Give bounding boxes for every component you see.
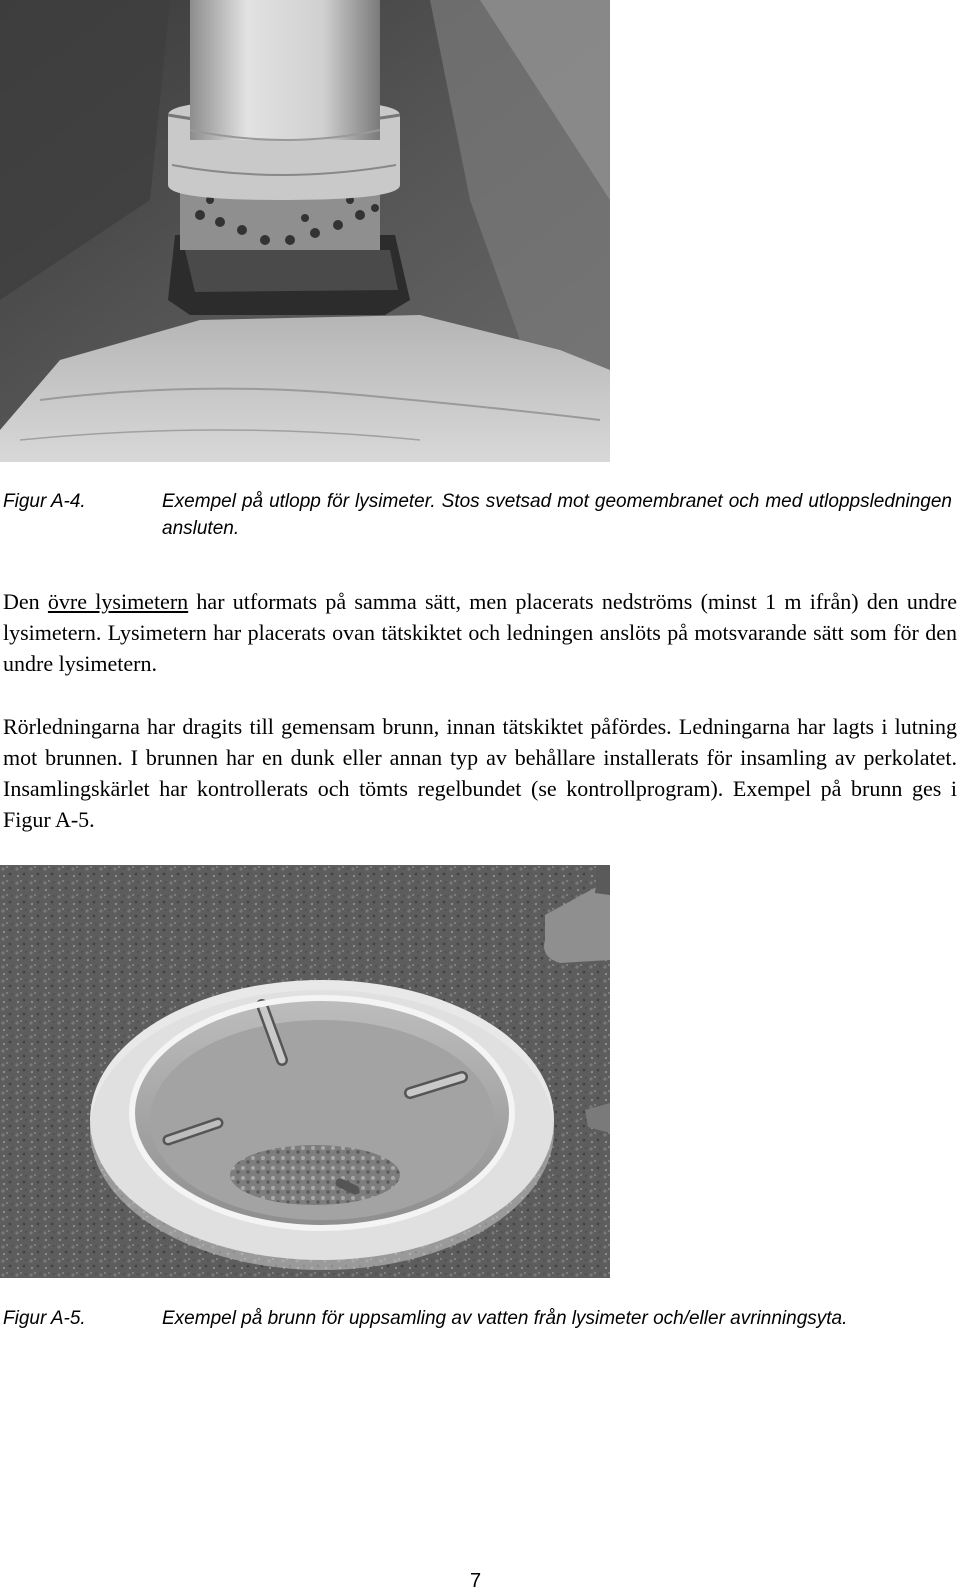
figure-a5-caption: [0, 1305, 960, 1361]
figure-a5-label: Figur A-5.: [3, 1308, 86, 1329]
paragraph-pipes-to-well: Rörledningarna har dragits till gemensam brunn, innan tätskiktet påfördes. Ledningarna har lagts i lutning mot brunnen. I brunnen har en dunk eller annan typ av behållare installerats för insamling av perkolatet. Insamlingskärlet har kontrollerats och tömts regelbundet (se kontrollprogram). Exempel på brunn ges i Figur A-5.: [3, 714, 957, 832]
figure-a4-caption-text: Exempel på utlopp för lysimeter. Stos svetsad mot geomembranet och med utloppsledningen ansluten.: [162, 491, 952, 539]
figure-a5-photo: [0, 865, 610, 1278]
figure-a5-caption-text: Exempel på brunn för uppsamling av vatten från lysimeter och/eller avrinningsyta.: [162, 1308, 848, 1329]
figure-a4-label: Figur A-4.: [3, 491, 86, 512]
paragraph-upper-lysimeter: [3, 586, 957, 679]
paragraph-1-rest: har utformats på samma sätt, men placerats nedströms (minst 1 m ifrån) den undre lysimetern. Lysimetern har placerats ovan tätskiktet och ledningen anslöts på motsvarande sätt som för den undre lysimetern.: [3, 589, 957, 676]
page-number: 7: [470, 1570, 482, 1592]
figure-a4-caption: [0, 488, 960, 544]
paragraph-1-start: Den: [3, 589, 48, 614]
figure-a4-photo: [0, 0, 610, 462]
underlined-term: övre lysimetern: [47, 589, 189, 614]
